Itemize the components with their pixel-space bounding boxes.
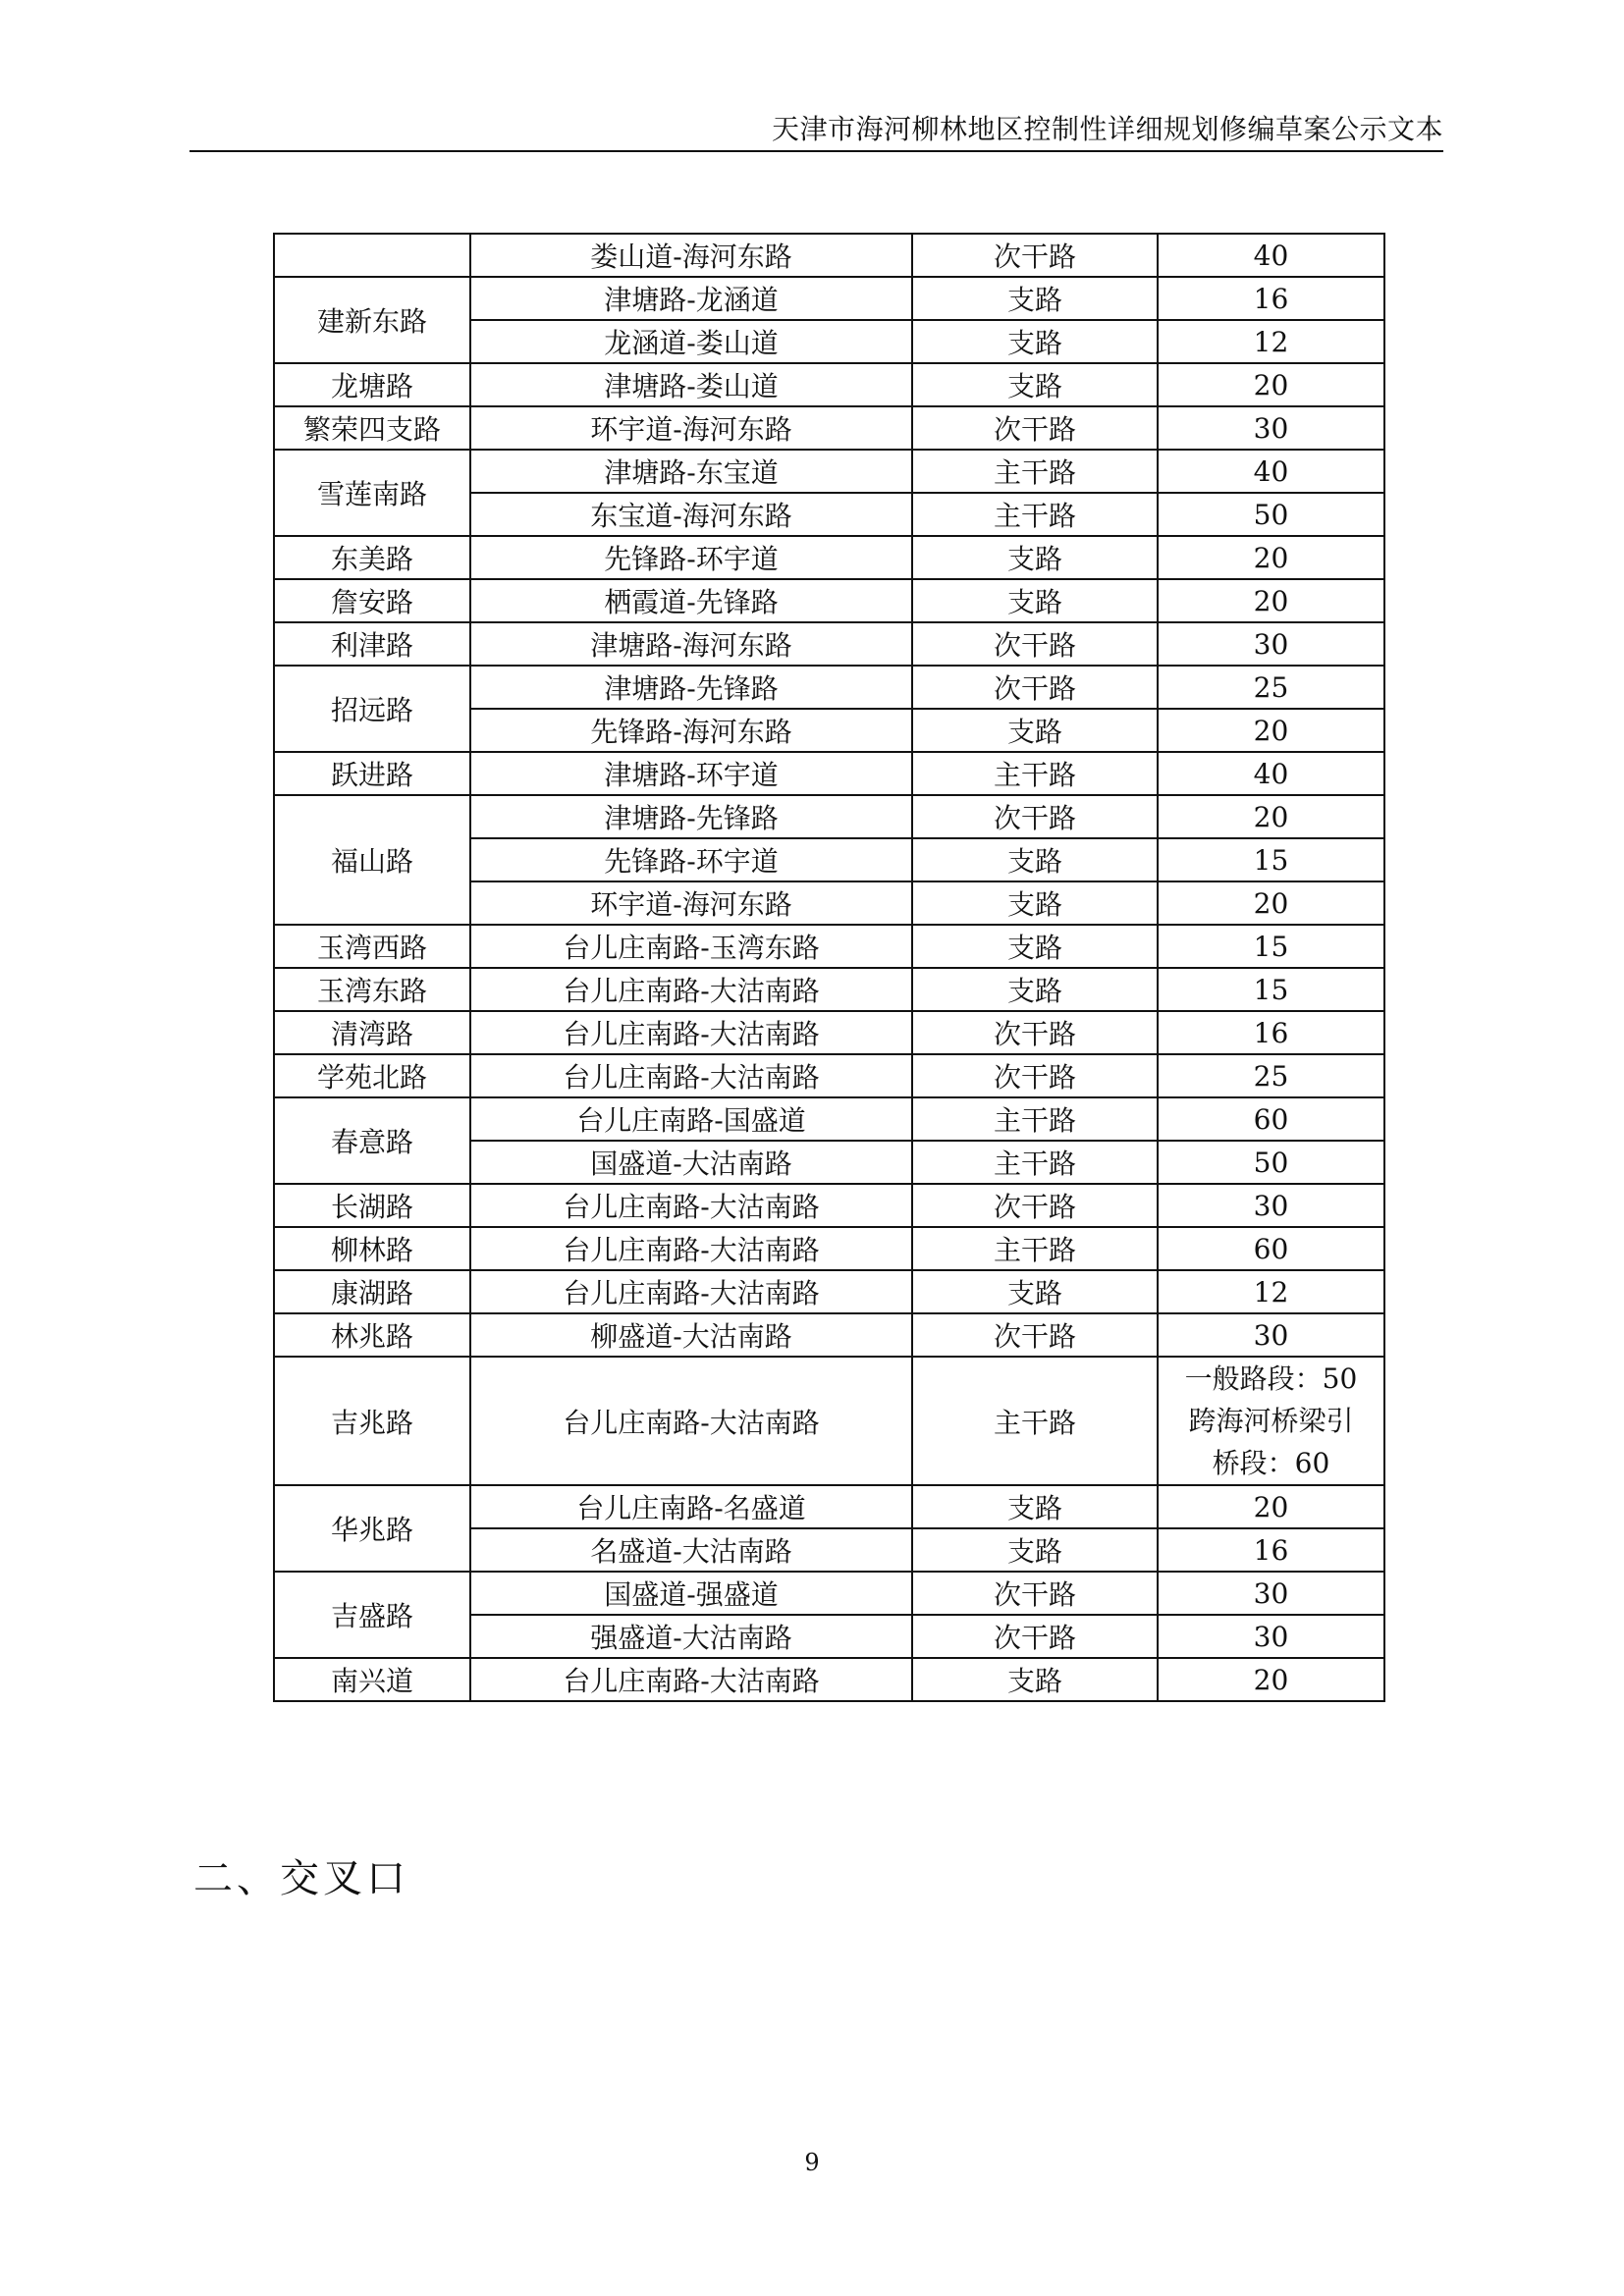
road-grade-cell: 主干路 (912, 752, 1158, 795)
road-width-cell (1158, 1357, 1384, 1485)
road-width-cell: 20 (1158, 795, 1384, 838)
road-width-cell: 30 (1158, 1615, 1384, 1658)
road-name-cell: 福山路 (274, 795, 470, 925)
table-row (274, 1270, 1384, 1313)
page-number: 9 (804, 2149, 820, 2176)
road-name-cell: 玉湾东路 (274, 968, 470, 1011)
road-section-cell: 台儿庄南路-大沽南路 (470, 1054, 912, 1097)
table-row (274, 666, 1384, 709)
road-name-cell: 清湾路 (274, 1011, 470, 1054)
table-row (274, 925, 1384, 968)
road-width-cell: 20 (1158, 1658, 1384, 1701)
road-grade-cell: 次干路 (912, 666, 1158, 709)
table-row (274, 1054, 1384, 1097)
road-section-cell: 台儿庄南路-大沽南路 (470, 1011, 912, 1054)
table-row (274, 234, 1384, 277)
width-line: 一般路段：50 (1184, 1362, 1358, 1395)
table-row (274, 536, 1384, 579)
road-width-cell: 20 (1158, 1485, 1384, 1528)
road-width-cell: 30 (1158, 1313, 1384, 1357)
road-section-cell: 栖霞道-先锋路 (470, 579, 912, 622)
road-grade-cell: 主干路 (912, 1097, 1158, 1141)
road-name-cell: 南兴道 (274, 1658, 470, 1701)
width-line: 跨海河桥梁引 (1188, 1405, 1354, 1437)
road-name-cell: 华兆路 (274, 1485, 470, 1572)
road-grade-cell: 次干路 (912, 622, 1158, 666)
road-name-cell: 长湖路 (274, 1184, 470, 1227)
road-grade-cell: 主干路 (912, 450, 1158, 493)
road-section-cell: 台儿庄南路-大沽南路 (470, 1184, 912, 1227)
section-heading: 二、交叉口 (193, 1856, 409, 1901)
road-width-cell: 20 (1158, 579, 1384, 622)
road-section-cell: 强盛道-大沽南路 (470, 1615, 912, 1658)
road-section-cell: 台儿庄南路-国盛道 (470, 1097, 912, 1141)
road-name-cell (274, 234, 470, 277)
road-section-cell: 台儿庄南路-大沽南路 (470, 968, 912, 1011)
road-width-cell: 30 (1158, 622, 1384, 666)
road-section-cell: 津塘路-东宝道 (470, 450, 912, 493)
road-name-cell: 林兆路 (274, 1313, 470, 1357)
road-grade-cell: 支路 (912, 277, 1158, 320)
road-grade-cell: 支路 (912, 536, 1158, 579)
road-grade-cell: 次干路 (912, 1054, 1158, 1097)
road-section-cell: 台儿庄南路-名盛道 (470, 1485, 912, 1528)
road-width-cell: 15 (1158, 925, 1384, 968)
road-section-cell: 名盛道-大沽南路 (470, 1528, 912, 1572)
road-grade-cell: 支路 (912, 320, 1158, 363)
road-width-cell: 30 (1158, 406, 1384, 450)
road-section-cell: 津塘路-先锋路 (470, 666, 912, 709)
road-section-cell: 先锋路-环宇道 (470, 536, 912, 579)
table-row (274, 1485, 1384, 1528)
road-name-cell: 吉兆路 (274, 1357, 470, 1485)
road-width-cell: 40 (1158, 450, 1384, 493)
table-row (274, 1658, 1384, 1701)
table-row (274, 579, 1384, 622)
road-table (273, 233, 1385, 1702)
road-section-cell: 台儿庄南路-大沽南路 (470, 1357, 912, 1485)
road-width-cell: 20 (1158, 363, 1384, 406)
road-grade-cell: 支路 (912, 579, 1158, 622)
road-grade-cell: 支路 (912, 838, 1158, 881)
road-section-cell: 柳盛道-大沽南路 (470, 1313, 912, 1357)
page-header: 天津市海河柳林地区控制性详细规划修编草案公示文本 (771, 113, 1443, 145)
road-name-cell: 龙塘路 (274, 363, 470, 406)
road-width-cell: 20 (1158, 709, 1384, 752)
road-section-cell: 龙涵道-娄山道 (470, 320, 912, 363)
header-rule (189, 150, 1443, 152)
road-grade-cell: 次干路 (912, 1615, 1158, 1658)
road-name-cell: 学苑北路 (274, 1054, 470, 1097)
road-name-cell: 繁荣四支路 (274, 406, 470, 450)
table-row (274, 363, 1384, 406)
road-grade-cell: 次干路 (912, 234, 1158, 277)
road-section-cell: 国盛道-强盛道 (470, 1572, 912, 1615)
road-width-cell: 50 (1158, 1141, 1384, 1184)
road-name-cell: 柳林路 (274, 1227, 470, 1270)
table-row (274, 1357, 1384, 1485)
road-grade-cell: 次干路 (912, 1572, 1158, 1615)
road-width-cell: 16 (1158, 1528, 1384, 1572)
road-section-cell: 津塘路-先锋路 (470, 795, 912, 838)
road-section-cell: 津塘路-环宇道 (470, 752, 912, 795)
table-row (274, 1313, 1384, 1357)
road-width-cell: 40 (1158, 752, 1384, 795)
road-section-cell: 环宇道-海河东路 (470, 881, 912, 925)
road-grade-cell: 支路 (912, 1270, 1158, 1313)
table-row (274, 795, 1384, 838)
road-grade-cell: 次干路 (912, 406, 1158, 450)
table-row (274, 277, 1384, 320)
width-line: 桥段：60 (1212, 1447, 1330, 1479)
road-grade-cell: 次干路 (912, 795, 1158, 838)
road-section-cell: 津塘路-海河东路 (470, 622, 912, 666)
road-grade-cell: 支路 (912, 1528, 1158, 1572)
road-width-cell: 12 (1158, 1270, 1384, 1313)
road-section-cell: 津塘路-娄山道 (470, 363, 912, 406)
road-grade-cell: 支路 (912, 1485, 1158, 1528)
road-width-cell: 12 (1158, 320, 1384, 363)
road-grade-cell: 主干路 (912, 493, 1158, 536)
road-section-cell: 台儿庄南路-玉湾东路 (470, 925, 912, 968)
road-name-cell: 雪莲南路 (274, 450, 470, 536)
road-width-cell: 15 (1158, 968, 1384, 1011)
road-grade-cell: 主干路 (912, 1227, 1158, 1270)
road-name-cell: 康湖路 (274, 1270, 470, 1313)
road-section-cell: 环宇道-海河东路 (470, 406, 912, 450)
road-grade-cell: 次干路 (912, 1184, 1158, 1227)
road-section-cell: 津塘路-龙涵道 (470, 277, 912, 320)
table-row (274, 622, 1384, 666)
road-name-cell: 吉盛路 (274, 1572, 470, 1658)
road-width-cell: 50 (1158, 493, 1384, 536)
road-section-cell: 先锋路-环宇道 (470, 838, 912, 881)
road-width-cell: 16 (1158, 1011, 1384, 1054)
road-section-cell: 国盛道-大沽南路 (470, 1141, 912, 1184)
road-width-cell: 25 (1158, 1054, 1384, 1097)
road-section-cell: 台儿庄南路-大沽南路 (470, 1270, 912, 1313)
road-grade-cell: 支路 (912, 925, 1158, 968)
road-width-cell: 30 (1158, 1572, 1384, 1615)
road-name-cell: 玉湾西路 (274, 925, 470, 968)
road-grade-cell: 支路 (912, 968, 1158, 1011)
table-row (274, 406, 1384, 450)
table-row (274, 1572, 1384, 1615)
road-width-cell: 15 (1158, 838, 1384, 881)
road-width-cell: 16 (1158, 277, 1384, 320)
table-row (274, 1097, 1384, 1141)
road-name-cell: 建新东路 (274, 277, 470, 363)
road-section-cell: 先锋路-海河东路 (470, 709, 912, 752)
road-section-cell: 东宝道-海河东路 (470, 493, 912, 536)
table-row (274, 752, 1384, 795)
road-name-cell: 招远路 (274, 666, 470, 752)
road-width-cell: 40 (1158, 234, 1384, 277)
road-grade-cell: 主干路 (912, 1141, 1158, 1184)
road-grade-cell: 支路 (912, 363, 1158, 406)
table-row (274, 450, 1384, 493)
road-grade-cell: 支路 (912, 881, 1158, 925)
road-width-cell: 20 (1158, 536, 1384, 579)
road-grade-cell: 支路 (912, 709, 1158, 752)
road-width-cell: 60 (1158, 1227, 1384, 1270)
table-row (274, 1227, 1384, 1270)
road-grade-cell: 支路 (912, 1658, 1158, 1701)
road-section-cell: 台儿庄南路-大沽南路 (470, 1227, 912, 1270)
road-width-cell: 30 (1158, 1184, 1384, 1227)
road-grade-cell: 主干路 (912, 1357, 1158, 1485)
road-name-cell: 詹安路 (274, 579, 470, 622)
table-row (274, 968, 1384, 1011)
road-grade-cell: 次干路 (912, 1313, 1158, 1357)
road-name-cell: 跃进路 (274, 752, 470, 795)
road-name-cell: 春意路 (274, 1097, 470, 1184)
table-row (274, 1184, 1384, 1227)
road-grade-cell: 次干路 (912, 1011, 1158, 1054)
road-width-cell: 60 (1158, 1097, 1384, 1141)
road-section-cell: 台儿庄南路-大沽南路 (470, 1658, 912, 1701)
road-name-cell: 利津路 (274, 622, 470, 666)
road-section-cell: 娄山道-海河东路 (470, 234, 912, 277)
table-row (274, 1011, 1384, 1054)
road-width-cell: 25 (1158, 666, 1384, 709)
road-name-cell: 东美路 (274, 536, 470, 579)
road-width-cell: 20 (1158, 881, 1384, 925)
